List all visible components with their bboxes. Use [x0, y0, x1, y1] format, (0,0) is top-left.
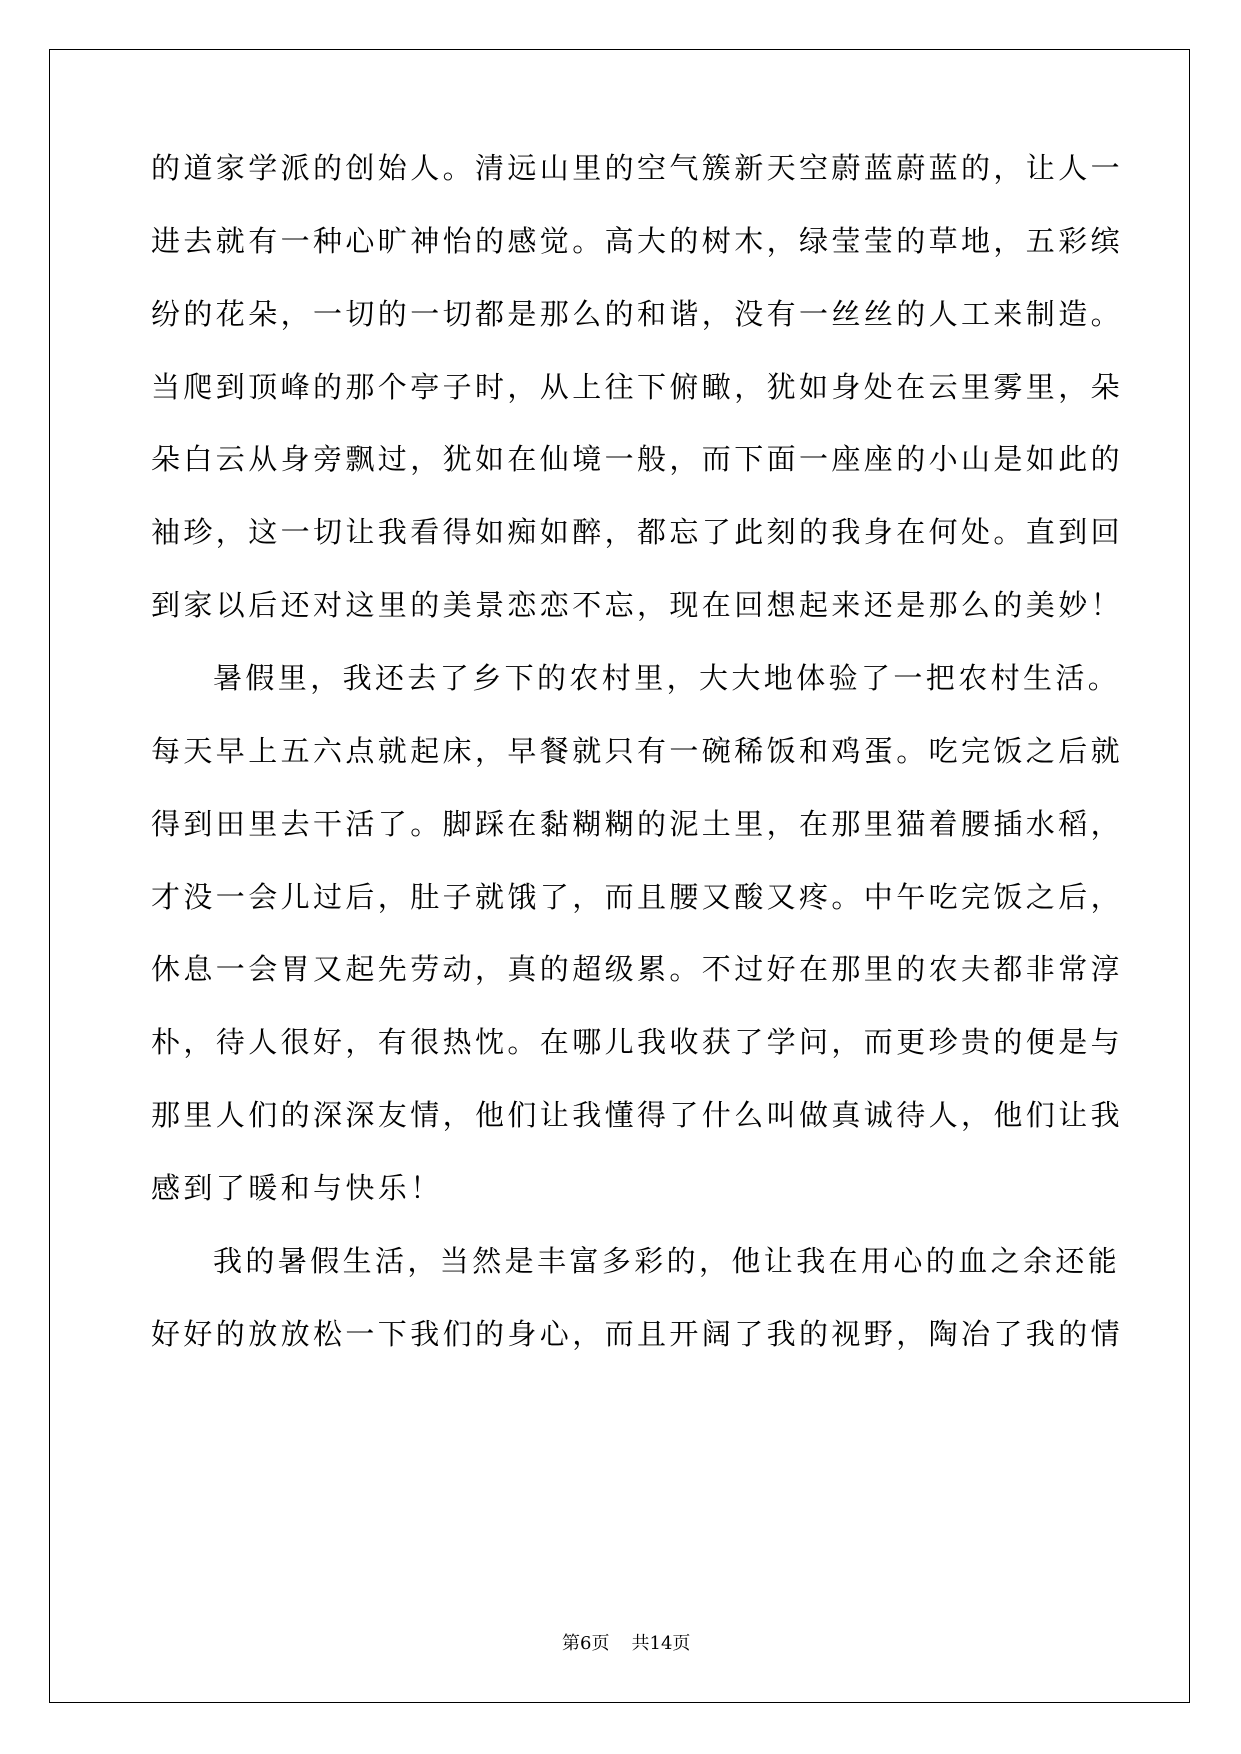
body-text-line: 袖珍，这一切让我看得如痴如醉，都忘了此刻的我身在何处。直到回 — [151, 515, 1124, 549]
body-text-line: 好好的放放松一下我们的身心，而且开阔了我的视野，陶冶了我的情 — [151, 1317, 1124, 1351]
paragraph-first-line: 暑假里，我还去了乡下的农村里，大大地体验了一把农村生活。 — [213, 661, 1121, 695]
body-text-line: 每天早上五六点就起床，早餐就只有一碗稀饭和鸡蛋。吃完饭之后就 — [151, 734, 1124, 768]
body-text-line: 纷的花朵，一切的一切都是那么的和谐，没有一丝丝的人工来制造。 — [151, 297, 1124, 331]
body-text-line: 朵白云从身旁飘过，犹如在仙境一般，而下面一座座的小山是如此的 — [151, 442, 1124, 476]
body-text-line: 得到田里去干活了。脚踩在黏糊糊的泥土里，在那里猫着腰插水稻， — [151, 807, 1124, 841]
body-text-line: 那里人们的深深友情，他们让我懂得了什么叫做真诚待人，他们让我 — [151, 1098, 1124, 1132]
body-text-line: 朴，待人很好，有很热忱。在哪儿我收获了学问，而更珍贵的便是与 — [151, 1025, 1124, 1059]
body-text-line: 到家以后还对这里的美景恋恋不忘，现在回想起来还是那么的美妙！ — [151, 588, 1124, 622]
body-text-line: 当爬到顶峰的那个亭子时，从上往下俯瞰，犹如身处在云里雾里，朵 — [151, 370, 1124, 404]
body-text-line: 的道家学派的创始人。清远山里的空气簇新天空蔚蓝蔚蓝的，让人一 — [151, 151, 1124, 185]
body-text-line: 休息一会胃又起先劳动，真的超级累。不过好在那里的农夫都非常淳 — [151, 952, 1124, 986]
current-page-label: 第6页 — [562, 1633, 610, 1654]
total-pages-label: 共14页 — [631, 1633, 691, 1654]
page-footer — [0, 1608, 1241, 1656]
paragraph-first-line: 我的暑假生活，当然是丰富多彩的，他让我在用心的血之余还能 — [213, 1244, 1121, 1278]
body-text-line: 进去就有一种心旷神怡的感觉。高大的树木，绿莹莹的草地，五彩缤 — [151, 224, 1124, 258]
body-text-line: 感到了暖和与快乐！ — [151, 1171, 443, 1205]
body-text-line: 才没一会儿过后，肚子就饿了，而且腰又酸又疼。中午吃完饭之后， — [151, 880, 1124, 914]
